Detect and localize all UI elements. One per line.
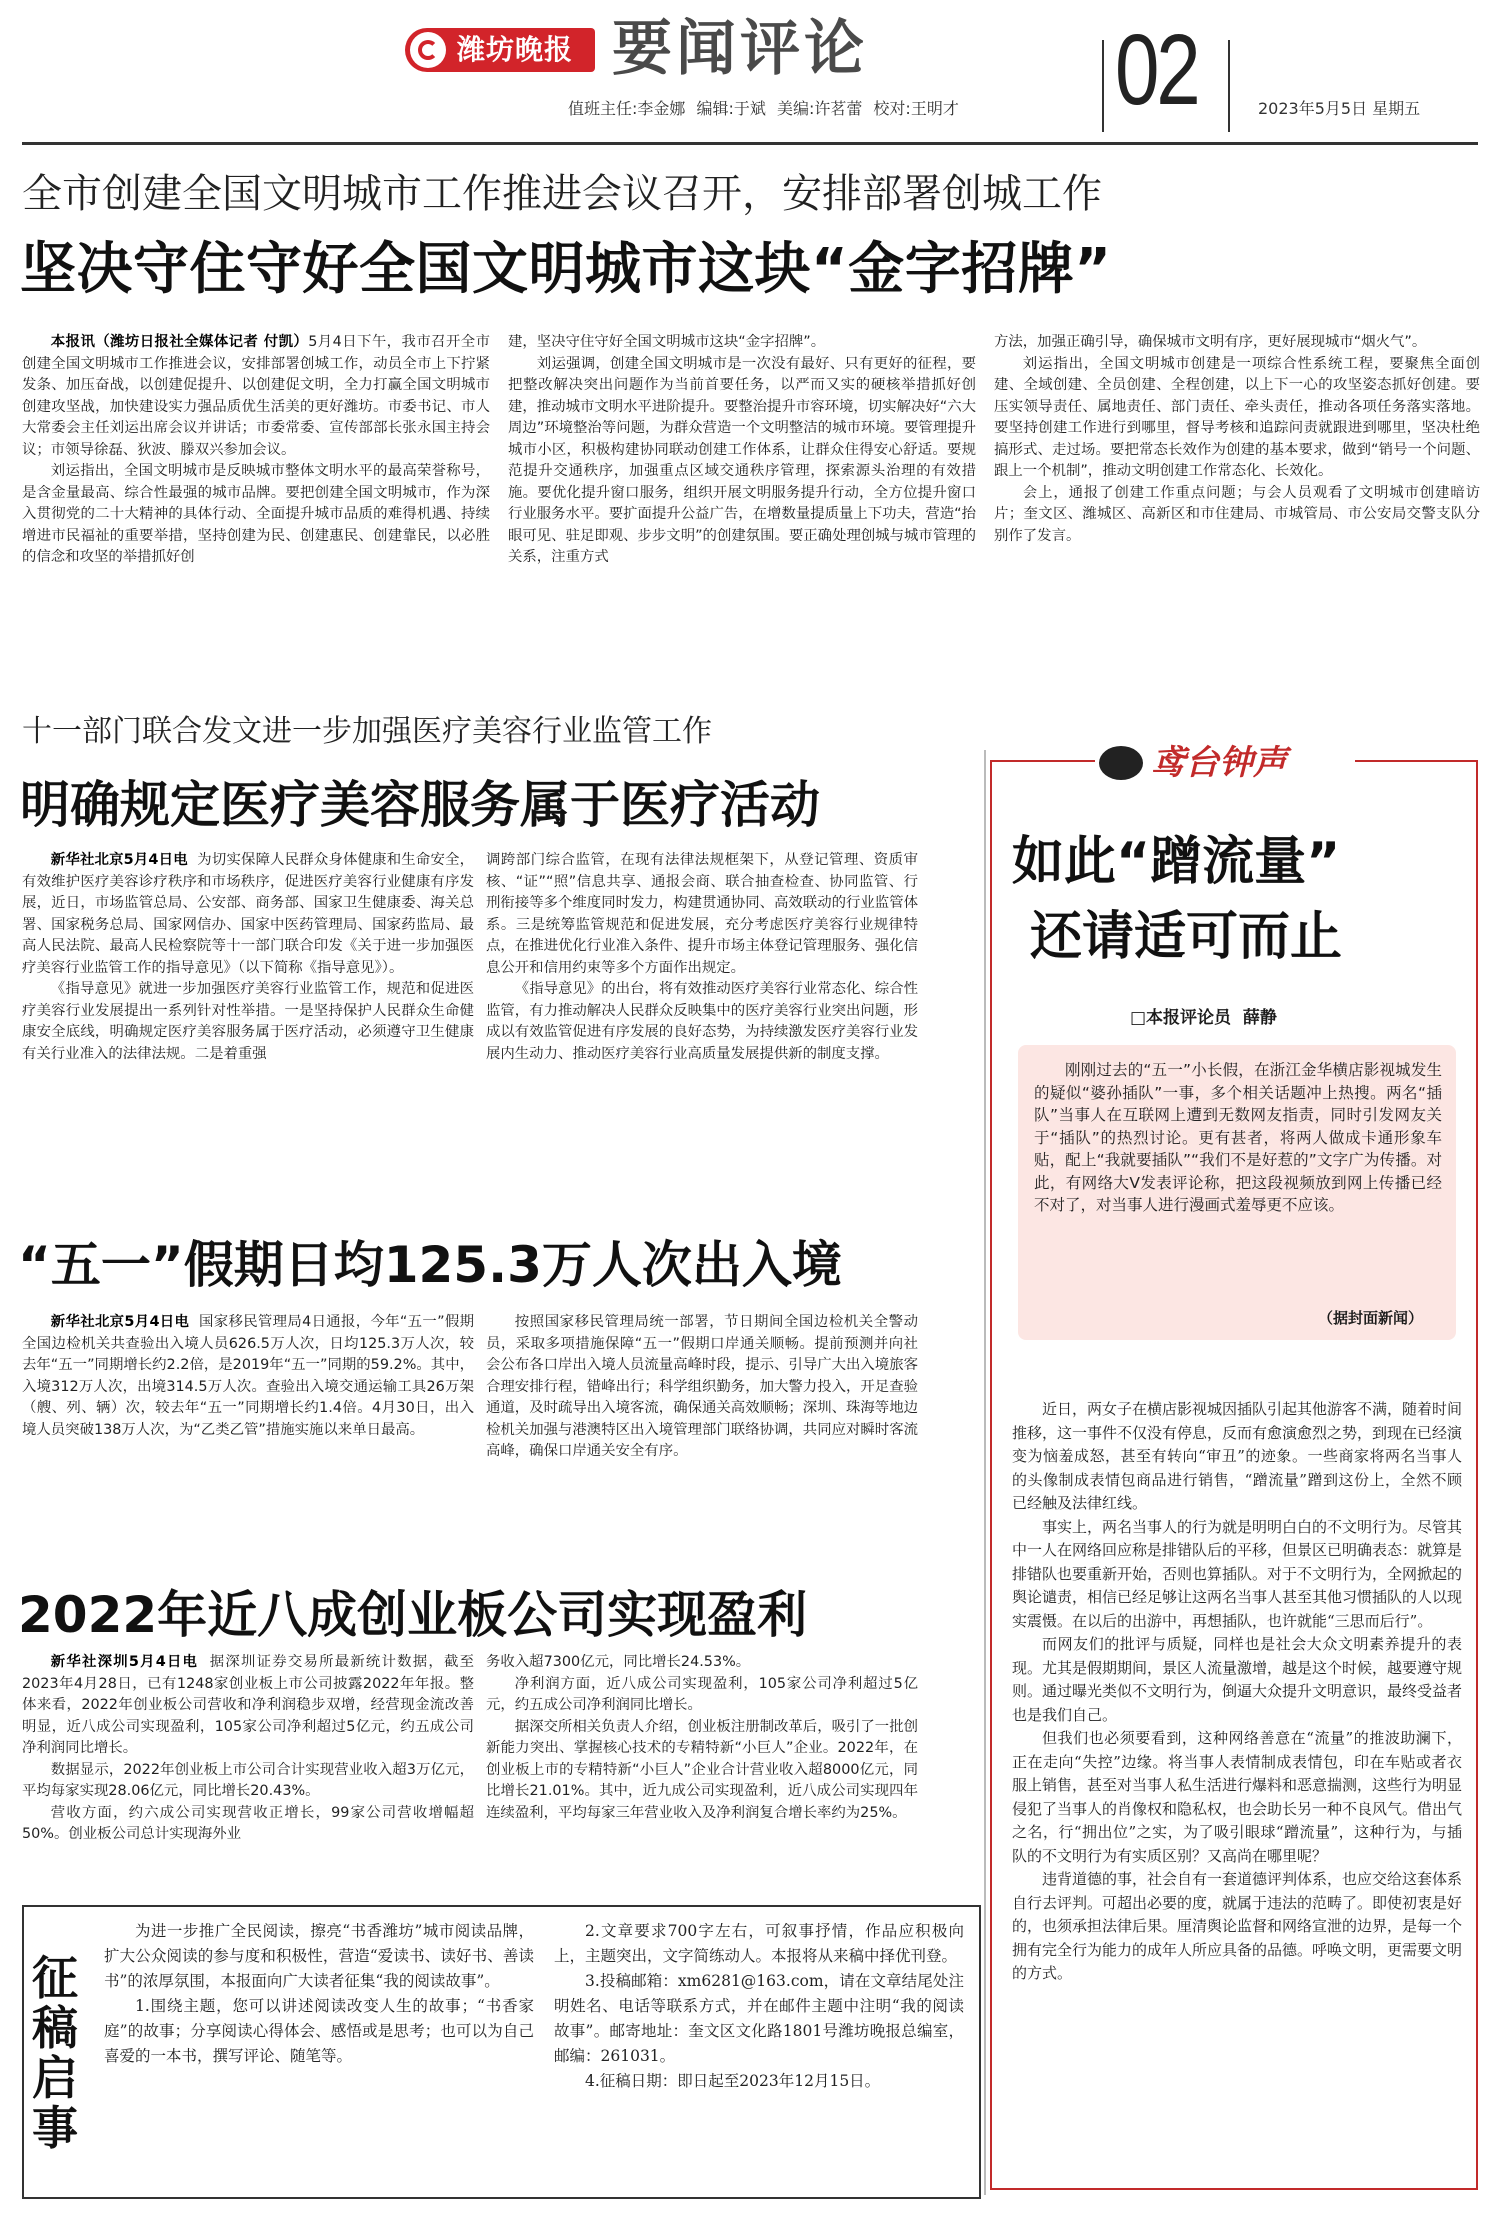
paper-logo-icon <box>410 32 446 68</box>
article1-dateline: 本报讯（潍坊日报社全媒体记者 付凯） <box>50 334 309 350</box>
article2-col1: 新华社北京5月4日电 为切实保障人民群众身体健康和生命安全，有效维护医疗美容诊疗秩序和市场秩序，促进医疗美容行业健康有序发展，近日，市场监管总局、公安部、商务部、国家卫生健康委、海关总署、国家税务总局、国家网信办、国家中医药管理局、国家药监局、最高人民法院、最高人民检察院等十一部门联合印发《关于进一步加强医疗美容行业监管工作的指导意见》（以下简称《指导意见》）。 《指导意见》就进一步加强医疗美容行业监管工作，规范和促进医疗美容行业发展提出一系列针对性举措。一是坚持保护人民群众生命健康安全底线，明确规定医疗美容服务属于医疗活动，必须遵守卫生健康有关行业准入的法律法规。二是着重强 <box>22 852 474 1062</box>
bell-brush-icon <box>1099 746 1143 780</box>
page-number: 02 <box>1115 14 1198 126</box>
commentary-headline-line1: 如此“蹭流量” <box>1012 832 1341 892</box>
article3-headline: “五一”假期日均125.3万人次出入境 <box>18 1236 842 1294</box>
issue-date: 2023年5月5日 星期五 <box>1258 99 1421 118</box>
staff-credits: 值班主任:李金娜 编辑:于斌 美编:许茗蕾 校对:王明才 <box>568 99 959 118</box>
column-name: 鸢台钟声 <box>1151 743 1287 783</box>
column-divider <box>984 750 986 2195</box>
article2-headline: 明确规定医疗美容服务属于医疗活动 <box>20 776 820 834</box>
commentary-body: 近日，两女子在横店影视城因插队引起其他游客不满，随着时间推移，这一事件不仅没有停息，反而有愈演愈烈之势，到现在已经演变为恼羞成怒，甚至有转向“审丑”的迹象。一些商家将两名当事人的头像制成表情包商品进行销售，“蹭流量”蹭到这份上，全然不顾已经触及法律红线。 事实上，两名当事人的行为就是明明白白的不文明行为。尽管其中一人在网络回应称是排错队后的平移，但景区已明确表态：就算是排错队也要重新开始，否则也算插队。对于不文明行为，全网掀起的舆论谴责，相信已经足够让这两名当事人甚至其他习惯插队的人以现实震慑。在以后的出游中，再想插队，也许就能“三思而后行”。 而网友们的批评与质疑，同样也是社会大众文明素养提升的表现。尤其是假期期间，景区人流量激增，越是这个时候，越要遵守规则。通过曝光类似不文明行为，倒逼大众提升文明意识，最终受益者也是我们自己。 但我们也必须要看到，这种网络善意在“流量”的推波助澜下，正在走向“失控”边缘。将当事人表情制成表情包，印在车贴或者衣服上销售，甚至对当事人私生活进行爆料和恶意揣测，这些行为明显侵犯了当事人的肖像权和隐私权，也会助长另一种不良风气。借出气之名，行“拥出位”之实，为了吸引眼球“蹭流量”，这种行为，与插队的不文明行为有实质区别？又高尚在哪里呢？ 违背道德的事，社会自有一套道德评判体系，也应交给这套体系自行去评判。可超出必要的度，就属于违法的范畴了。即使初衷是好的，也须承担法律后果。厘清舆论监督和网络宣泄的边界，是每一个拥有完全行为能力的成年人所应具备的品德。呼唤文明，更需要文明的方式。 <box>1012 1400 1462 1982</box>
column-logo <box>1095 740 1355 786</box>
article3-col1: 新华社北京5月4日电 国家移民管理局4日通报，今年“五一”假期全国边检机关共查验出入境人员626.5万人次，日均125.3万人次，较去年“五一”同期增长约2.2倍，是2019年“五一”同期的59.2%。其中，入境312万人次，出境314.5万人次。查验出入境交通运输工具26万架（艘、列、辆）次，较去年“五一”同期增长约1.4倍。4月30日，出入境人员突破138万人次，为“乙类乙管”措施实施以来单日最高。 <box>22 1314 474 1438</box>
masthead-divider <box>1102 40 1104 132</box>
article2-kicker: 十一部门联合发文进一步加强医疗美容行业监管工作 <box>22 714 712 749</box>
notice-title: 征稿启事 <box>32 1951 78 2155</box>
quote-box <box>1018 1045 1456 1340</box>
masthead <box>0 0 1500 150</box>
section-title: 要闻评论 <box>612 14 868 84</box>
article1-col2: 建，坚决守住守好全国文明城市这块“金字招牌”。 刘运强调，创建全国文明城市是一次没有最好、只有更好的征程，要把整改解决突出问题作为当前首要任务，以严而又实的硬核举措抓好创建，推动城市文明水平进阶提升。要整治提升市容环境，切实解决好“六大周边”环境整治等问题，为群众营造一个文明整洁的城市环境。要管理提升城市小区，积极构建协同联动创建工作体系，让群众住得安心舒适。要规范提升交通秩序，加强重点区域交通秩序管理，探索源头治理的有效措施。要优化提升窗口服务，组织开展文明服务提升行动，全方位提升窗口行业服务水平。要扩面提升公益广告，在增数量提质量上下功夫，营造“抬眼可见、驻足即观、步步文明”的创建氛围。要正确处理创城与城市管理的关系，注重方式 <box>508 334 976 565</box>
notice-col2: 2.文章要求700字左右，可叙事抒情，作品应积极向上，主题突出，文字简练动人。本报将从来稿中择优刊登。 3.投稿邮箱：xm6281@163.com，请在文章结尾处注明姓名、电话等联系方式，并在邮件主题中注明“我的阅读故事”。邮寄地址：奎文区文化路1801号潍坊晚报总编室，邮编：261031。 4.征稿日期：即日起至2023年12月15日。 <box>554 1922 964 2090</box>
article4-dateline: 新华社深圳5月4日电 <box>50 1654 199 1670</box>
quote-text: 刚刚过去的“五一”小长假，在浙江金华横店影视城发生的疑似“婆孙插队”一事，多个相关话题冲上热搜。两名“插队”当事人在互联网上遭到无数网友指责，同时引发网友关于“插队”的热烈讨论。更有甚者，将两人做成卡通形象车贴，配上“我就要插队”“我们不是好惹的”文字广为传播。对此，有网络大V发表评论称，把这段视频放到网上传播已经不对了，对当事人进行漫画式羞辱更不应该。 <box>1034 1061 1442 1214</box>
quote-source: （据封面新闻） <box>1318 1309 1424 1327</box>
article1-col3: 方法，加强正确引导，确保城市文明有序，更好展现城市“烟火气”。 刘运指出，全国文明城市创建是一项综合性系统工程，要聚焦全面创建、全域创建、全员创建、全程创建，以上下一心的攻坚姿态抓好创建。要压实领导责任、属地责任、部门责任、牵头责任，推动各项任务落实落地。要坚持创建工作进行到哪里，督导考核和追踪问责就跟进到哪里，坚决杜绝搞形式、走过场。要把常态长效作为创建的基本要求，做到“销号一个问题、跟上一个机制”，推动文明创建工作常态化、长效化。 会上，通报了创建工作重点问题；与会人员观看了文明城市创建暗访片；奎文区、潍城区、高新区和市住建局、市城管局、市公安局交警支队分别作了发言。 <box>994 334 1480 544</box>
commentary-byline: □本报评论员 薛静 <box>1130 1008 1277 1028</box>
call-for-submissions-box <box>22 1905 981 2199</box>
article1-kicker: 全市创建全国文明城市工作推进会议召开，安排部署创城工作 <box>22 171 1102 217</box>
notice-col1: 为进一步推广全民阅读，擦亮“书香潍坊”城市阅读品牌，扩大公众阅读的参与度和积极性，营造“爱读书、读好书、善读书”的浓厚氛围，本报面向广大读者征集“我的阅读故事”。 1.围绕主题，您可以讲述阅读改变人生的故事；“书香家庭”的故事；分享阅读心得体会、感悟或是思考；也可以为自己喜爱的一本书，撰写评论、随笔等。 <box>104 1922 534 2065</box>
article2-dateline: 新华社北京5月4日电 <box>50 852 188 868</box>
article4-headline: 2022年近八成创业板公司实现盈利 <box>18 1586 808 1644</box>
article4-col2: 务收入超7300亿元，同比增长24.53%。 净利润方面，近八成公司实现盈利，105家公司净利超过5亿元，约五成公司净利润同比增长。 据深交所相关负责人介绍，创业板注册制改革后，吸引了一批创新能力突出、掌握核心技术的专精特新“小巨人”企业。2022年，在创业板上市的专精特新“小巨人”企业合计营业收入超8000亿元，同比增长21.01%。其中，近九成公司实现盈利，近八成公司实现四年连续盈利，平均每家三年营业收入及净利润复合增长率约为25%。 <box>486 1654 918 1821</box>
masthead-rule <box>22 142 1478 145</box>
article2-col2: 调跨部门综合监管，在现有法律法规框架下，从登记管理、资质审核、“证”“照”信息共享、通报会商、联合抽查检查、协同监管、行刑衔接等多个维度同时发力，构建贯通协同、高效联动的行业监管体系。三是统筹监管规范和促进发展，充分考虑医疗美容行业规律特点，在推进优化行业准入条件、提升市场主体登记管理服务、强化信息公开和信用约束等多个方面作出规定。 《指导意见》的出台，将有效推动医疗美容行业常态化、综合性监管，有力推动解决人民群众反映集中的医疗美容行业突出问题，形成以有效监管促进有序发展的良好态势，为持续激发医疗美容行业发展内生动力、推动医疗美容行业高质量发展提供新的制度支撑。 <box>486 852 918 1062</box>
article1-headline: 坚决守住守好全国文明城市这块“金字招牌” <box>20 237 1112 302</box>
commentary-headline-line2: 还请适可而止 <box>1030 907 1343 967</box>
article4-col1: 新华社深圳5月4日电 据深圳证券交易所最新统计数据，截至2023年4月28日，已有1248家创业板上市公司披露2022年年报。整体来看，2022年创业板公司营收和净利润稳步双增，经营现金流改善明显，近八成公司实现盈利，105家公司净利超过5亿元，约五成公司净利润同比增长。 数据显示，2022年创业板上市公司合计实现营业收入超3万亿元，平均每家实现28.06亿元，同比增长20.43%。 营收方面，约六成公司实现营收正增长，99家公司营收增幅超50%。创业板公司总计实现海外业 <box>22 1654 474 1842</box>
paper-name: 潍坊晚报 <box>457 33 574 66</box>
article1-col1: 本报讯（潍坊日报社全媒体记者 付凯）5月4日下午，我市召开全市创建全国文明城市工作推进会议，安排部署创城工作，动员全市上下拧紧发条、加压奋战，以创建促提升、以创建促文明，全力打赢全国文明城市创建攻坚战，加快建设实力强品质优生活美的更好潍坊。市委书记、市人大常委会主任刘运出席会议并讲话；市委常委、宣传部部长张永国主持会议；市领导徐磊、狄波、滕双兴参加会议。 刘运指出，全国文明城市是反映城市整体文明水平的最高荣誉称号，是含金量最高、综合性最强的城市品牌。要把创建全国文明城市，作为深入贯彻党的二十大精神的具体行动、全面提升城市品质的难得机遇、持续增进市民福祉的重要举措，坚持创建为民、创建惠民、创建靠民，以必胜的信念和攻坚的举措抓好创 <box>22 334 490 565</box>
article3-col2: 按照国家移民管理局统一部署，节日期间全国边检机关全警动员，采取多项措施保障“五一”假期口岸通关顺畅。提前预测并向社会公布各口岸出入境人员流量高峰时段，提示、引导广大出入境旅客合理安排行程，错峰出行；科学组织勤务，加大警力投入，开足查验通道，及时疏导出入境客流，确保通关高效顺畅；深圳、珠海等地边检机关加强与港澳特区出入境管理部门联络协调，共同应对瞬时客流高峰，确保口岸通关安全有序。 <box>486 1314 918 1459</box>
article3-dateline: 新华社北京5月4日电 <box>50 1314 190 1330</box>
masthead-divider <box>1228 40 1230 132</box>
